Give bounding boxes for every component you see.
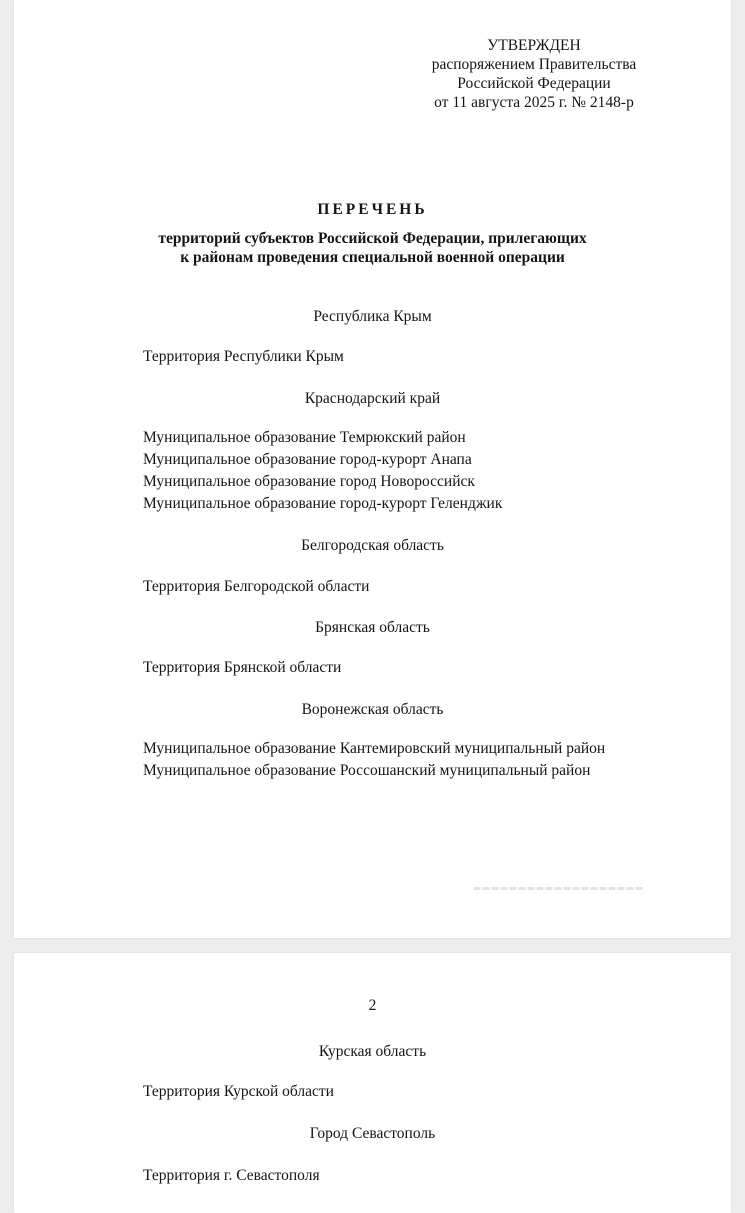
region-heading: Республика Крым [313,308,432,325]
document-title: ПЕРЕЧЕНЬ [317,201,428,218]
document-subtitle [14,229,731,267]
approval-line-order: распоряжением Правительства [431,56,637,73]
document-page-2 [14,953,731,1213]
region-heading: Город Севастополь [309,1125,436,1142]
page-number: 2 [368,997,377,1014]
territory-entry: Территория Брянской области [143,659,342,676]
region-entries [143,657,703,679]
territory-entry: Муниципальное образование город-курорт Геленджик [143,495,503,512]
region-heading: Курская область [318,1043,427,1060]
region-heading: Краснодарский край [304,390,441,407]
region-entries [143,576,703,598]
region-heading: Белгородская область [301,537,444,554]
region-entries [143,1165,703,1187]
region-entries [143,738,703,782]
approval-line-approved: УТВЕРЖДЕН [487,37,581,54]
region-entries [143,346,703,368]
subtitle-line-2: к районам проведения специальной военной операции [180,249,565,266]
territory-entry: Территория Курской области [143,1083,334,1100]
region-heading: Брянская область [315,619,430,636]
territory-entry: Муниципальное образование Россошанский муниципальный район [143,762,591,779]
territory-entry: Территория г. Севастополя [143,1167,320,1184]
approval-stamp [404,36,664,112]
approval-line-date: от 11 августа 2025 г. № 2148-р [434,94,634,111]
territory-entry: Муниципальное образование город Новороссийск [143,473,475,490]
region-entries [143,427,703,515]
subtitle-line-1: территорий субъектов Российской Федерации, прилегающих [158,230,587,247]
approval-line-government: Российской Федерации [457,75,611,92]
territory-entry: Муниципальное образование Темрюкский район [143,429,466,446]
region-heading: Воронежская область [301,701,444,718]
territory-entry: Муниципальное образование Кантемировский муниципальный район [143,740,606,757]
territory-entry: Территория Республики Крым [143,348,344,365]
territory-entry: Муниципальное образование город-курорт Анапа [143,451,472,468]
faint-footer-mark [474,887,644,890]
region-entries [143,1081,703,1103]
territory-entry: Территория Белгородской области [143,578,370,595]
document-page-1 [14,0,731,938]
